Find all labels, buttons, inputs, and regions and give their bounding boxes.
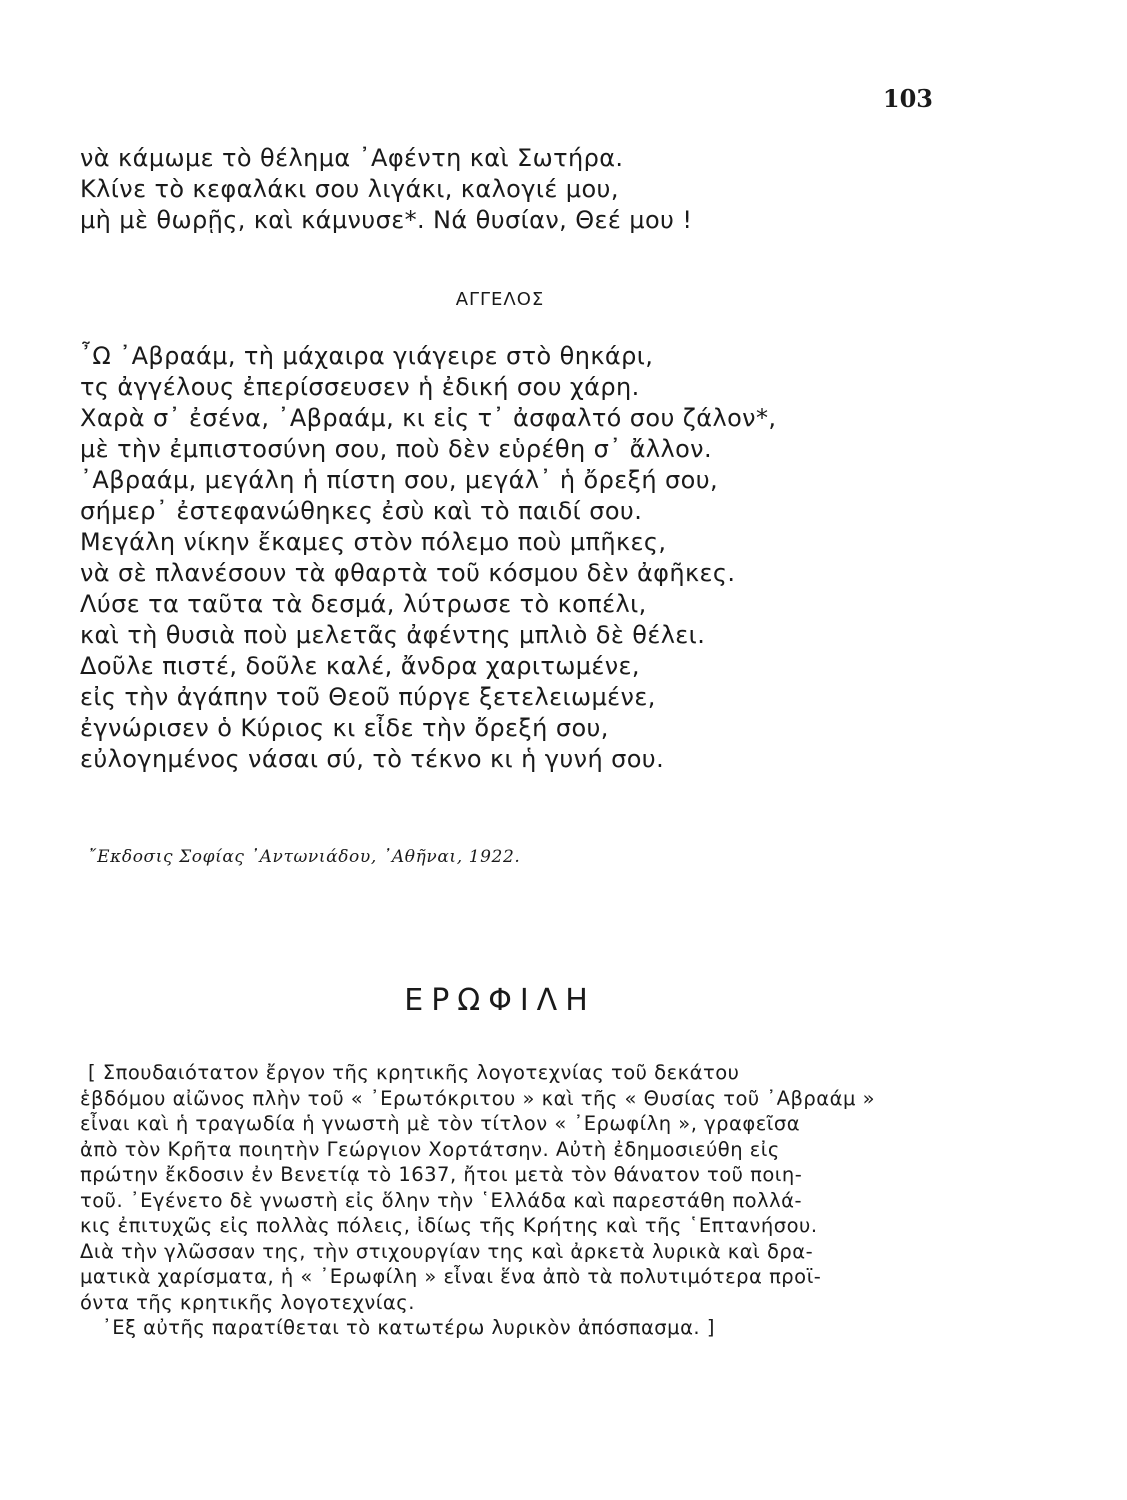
verse-line: τς ἀγγέλους ἐπερίσσευσεν ἡ ἐδική σου χάρη. (80, 373, 640, 401)
source-citation: ῎Εκδοσις Σοφίας ᾿Αντωνιάδου, ᾿Αθῆναι, 1922. (88, 847, 521, 867)
poem-verses-top (80, 143, 940, 236)
verse-line: Κλίνε τὸ κεφαλάκι σου λιγάκι, καλογιέ μου, (80, 175, 619, 203)
intro-line: ἑβδόμου αἰῶνος πλὴν τοῦ « ᾿Ερωτόκριτου » καὶ τῆς « Θυσίας τοῦ ᾿Αβραάμ » (80, 1086, 876, 1110)
poem-verses-angel (80, 341, 940, 775)
verse-line: μὴ μὲ θωρῇς, καὶ κάμνυσε*. Νά θυσίαν, Θεέ μου ! (80, 206, 693, 234)
verse-line: ᾿Αβραάμ, μεγάλη ἡ πίστη σου, μεγάλ᾿ ἡ ὄρεξή σου, (80, 466, 719, 494)
verse-line: ἐγνώρισεν ὁ Κύριος κι εἶδε τὴν ὄρεξή σου, (80, 714, 609, 742)
intro-line: ἀπὸ τὸν Κρῆτα ποιητὴν Γεώργιον Χορτάτσην. Αὐτὴ ἐδημοσιεύθη εἰς (80, 1137, 780, 1161)
intro-line: ᾿Εξ αὐτῆς παρατίθεται τὸ κατωτέρω λυρικὸν ἀπόσπασμα. ] (102, 1316, 715, 1339)
intro-line: κις ἐπιτυχῶς εἰς πολλὰς πόλεις, ἰδίως τῆς Κρήτης καὶ τῆς ῾Επτανήσου. (80, 1214, 818, 1237)
intro-line: [ Σπουδαιότατον ἔργον τῆς κρητικῆς λογοτεχνίας τοῦ δεκάτου (88, 1061, 740, 1084)
intro-line: εἶναι καὶ ἡ τραγωδία ἡ γνωστὴ μὲ τὸν τίτλον « ᾿Ερωφίλη », γραφεῖσα (80, 1112, 801, 1135)
intro-line: πρώτην ἔκδοσιν ἐν Βενετίᾳ τὸ 1637, ἤτοι μετὰ τὸν θάνατον τοῦ ποιη- (80, 1163, 803, 1186)
intro-line: τοῦ. ᾿Εγένετο δὲ γνωστὴ εἰς ὅλην τὴν ῾Ελλάδα καὶ παρεστάθη πολλά- (80, 1188, 803, 1212)
intro-line: Διὰ τὴν γλῶσσαν της, τὴν στιχουργίαν της καὶ ἀρκετὰ λυρικὰ καὶ δρα- (80, 1239, 814, 1263)
verse-line: μὲ τὴν ἐμπιστοσύνη σου, ποὺ δὲν εὑρέθη σ᾿ ἄλλον. (80, 435, 713, 463)
verse-line: Δοῦλε πιστέ, δοῦλε καλέ, ἄνδρα χαριτωμένε, (80, 652, 640, 680)
page-number: 103 (882, 84, 933, 113)
intro-paragraph (80, 1060, 950, 1341)
section-title: ΕΡΩΦΙΛΗ (404, 983, 596, 1018)
verse-line: σήμερ᾿ ἐστεφανώθηκες ἐσὺ καὶ τὸ παιδί σου. (80, 497, 643, 525)
verse-line: ῏Ω ᾿Αβραάμ, τὴ μάχαιρα γιάγειρε στὸ θηκάρι, (80, 342, 654, 370)
verse-line: καὶ τὴ θυσιὰ ποὺ μελετᾶς ἀφέντης μπλιὸ δὲ θέλει. (80, 621, 706, 649)
verse-line: εὐλογημένος νάσαι σύ, τὸ τέκνο κι ἡ γυνή σου. (80, 745, 665, 773)
verse-line: νὰ κάμωμε τὸ θέλημα ᾿Αφέντη καὶ Σωτήρα. (80, 144, 624, 172)
verse-line: νὰ σὲ πλανέσουν τὰ φθαρτὰ τοῦ κόσμου δὲν ἀφῆκες. (80, 559, 736, 587)
intro-line: ματικὰ χαρίσματα, ἡ « ᾿Ερωφίλη » εἶναι ἕνα ἀπὸ τὰ πολυτιμότερα προϊ- (80, 1265, 822, 1288)
verse-line: εἰς τὴν ἀγάπην τοῦ Θεοῦ πύργε ξετελειωμένε, (80, 683, 656, 711)
speaker-heading: ΑΓΓΕΛΟΣ (455, 289, 545, 310)
intro-line: όντα τῆς κρητικῆς λογοτεχνίας. (80, 1290, 415, 1314)
verse-line: Χαρὰ σ᾿ ἐσένα, ᾿Αβραάμ, κι εἰς τ᾿ ἀσφαλτό σου ζάλον*, (80, 404, 777, 432)
verse-line: Μεγάλη νίκην ἔκαμες στὸν πόλεμο ποὺ μπῆκες, (80, 528, 667, 556)
verse-line: Λύσε τα ταῦτα τὰ δεσμά, λύτρωσε τὸ κοπέλι, (80, 590, 647, 618)
